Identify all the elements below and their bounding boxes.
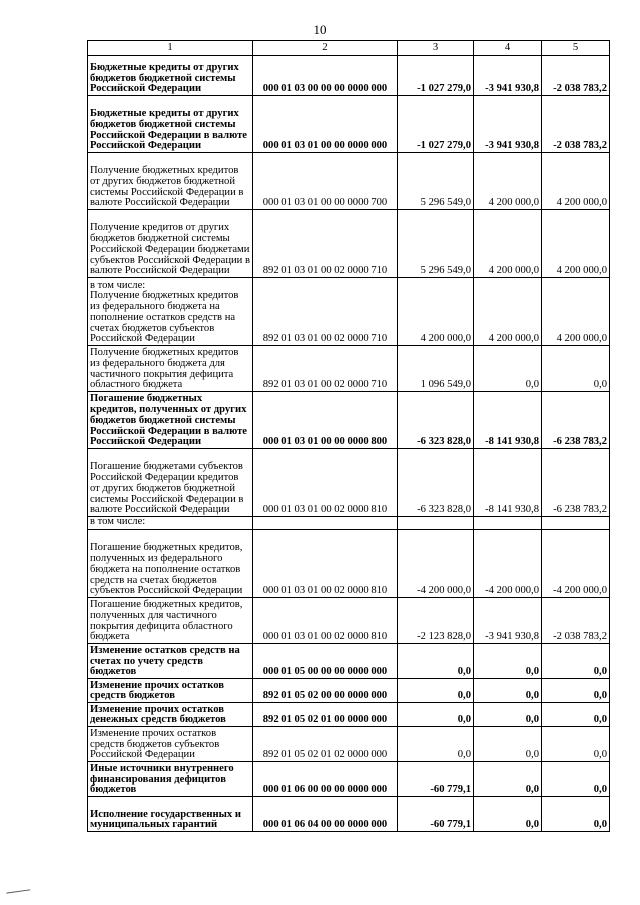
table-row: [88, 797, 610, 832]
value-col-3: -6 323 828,0: [398, 449, 474, 517]
value-col-4: -3 941 930,8: [474, 56, 542, 96]
row-name: в том числе: Получение бюджетных кредитов из федерального бюджета на пополнение остатков средств на счетах бюджетов субъектов Российской Федерации: [88, 278, 253, 346]
value-col-3: 0,0: [398, 703, 474, 727]
value-col-4: 0,0: [474, 762, 542, 797]
row-name: Погашение бюджетных кредитов, полученных от других бюджетов бюджетной системы Российской Федерации в валюте Российской Федерации: [88, 392, 253, 449]
row-code: 892 01 05 02 01 02 0000 000: [253, 727, 398, 762]
column-header-1: 1: [88, 41, 253, 56]
row-code: 892 01 03 01 00 02 0000 710: [253, 210, 398, 278]
value-col-5: 0,0: [542, 727, 610, 762]
row-code: 892 01 05 02 01 00 0000 000: [253, 703, 398, 727]
table-row: [88, 153, 610, 210]
value-col-4: -3 941 930,8: [474, 598, 542, 644]
table-row: [88, 346, 610, 392]
value-col-4: 0,0: [474, 703, 542, 727]
row-code: 892 01 03 01 00 02 0000 710: [253, 346, 398, 392]
value-col-3: -60 779,1: [398, 762, 474, 797]
value-col-3: 5 296 549,0: [398, 210, 474, 278]
row-name: Изменение прочих остатков денежных средств бюджетов: [88, 703, 253, 727]
row-name: Изменение прочих остатков средств бюджетов: [88, 679, 253, 703]
row-code: 000 01 05 00 00 00 0000 000: [253, 644, 398, 679]
row-code: 000 01 06 00 00 00 0000 000: [253, 762, 398, 797]
value-col-4: -8 141 930,8: [474, 449, 542, 517]
value-col-4: 4 200 000,0: [474, 278, 542, 346]
row-name: Изменение прочих остатков средств бюджетов субъектов Российской Федерации: [88, 727, 253, 762]
value-col-3: -1 027 279,0: [398, 96, 474, 153]
row-name: Бюджетные кредиты от других бюджетов бюджетной системы Российской Федерации в валюте Российской Федерации: [88, 96, 253, 153]
row-name: Погашение бюджетами субъектов Российской Федерации кредитов от других бюджетов бюджетной системы Российской Федерации в валюте Российской Федерации: [88, 449, 253, 517]
budget-sources-table: [87, 40, 610, 832]
value-col-5: 4 200 000,0: [542, 210, 610, 278]
row-code: 000 01 03 01 00 00 0000 800: [253, 392, 398, 449]
value-col-4: 0,0: [474, 346, 542, 392]
value-col-5: -2 038 783,2: [542, 96, 610, 153]
table-row: [88, 598, 610, 644]
row-name: Погашение бюджетных кредитов, полученных из федерального бюджета на пополнение остатков средств на счетах бюджетов субъектов Российской Федерации: [88, 530, 253, 598]
row-name: Получение кредитов от других бюджетов бюджетной системы Российской Федерации бюджетами субъектов Российской Федерации в валюте Российской Федерации: [88, 210, 253, 278]
value-col-3: 1 096 549,0: [398, 346, 474, 392]
value-col-5: -4 200 000,0: [542, 530, 610, 598]
value-col-3: -60 779,1: [398, 797, 474, 832]
value-col-3: 0,0: [398, 727, 474, 762]
column-header-5: 5: [542, 41, 610, 56]
table-row: [88, 762, 610, 797]
column-number-row: [88, 41, 610, 56]
table-row: [88, 679, 610, 703]
row-name: Погашение бюджетных кредитов, полученных для частичного покрытия дефицита областного бюджета: [88, 598, 253, 644]
value-col-3: -2 123 828,0: [398, 598, 474, 644]
table-row: [88, 449, 610, 517]
value-col-5: 0,0: [542, 644, 610, 679]
value-col-5: 4 200 000,0: [542, 153, 610, 210]
table-row: [88, 392, 610, 449]
column-header-4: 4: [474, 41, 542, 56]
value-col-4: 0,0: [474, 727, 542, 762]
row-code: 000 01 03 01 00 02 0000 810: [253, 449, 398, 517]
value-col-3: 4 200 000,0: [398, 278, 474, 346]
value-col-3: 0,0: [398, 679, 474, 703]
row-name: в том числе:: [88, 517, 253, 530]
value-col-4: 0,0: [474, 797, 542, 832]
table-row: [88, 727, 610, 762]
page-number: 10: [313, 22, 327, 37]
value-col-3: 5 296 549,0: [398, 153, 474, 210]
scan-artifact: [6, 885, 30, 893]
value-col-4: -4 200 000,0: [474, 530, 542, 598]
table-row: [88, 210, 610, 278]
value-col-4: -3 941 930,8: [474, 96, 542, 153]
value-col-5: 0,0: [542, 762, 610, 797]
value-col-3: -1 027 279,0: [398, 56, 474, 96]
row-code: 892 01 05 02 00 00 0000 000: [253, 679, 398, 703]
column-header-2: 2: [253, 41, 398, 56]
value-col-5: [542, 517, 610, 530]
table-row: [88, 644, 610, 679]
value-col-5: -6 238 783,2: [542, 449, 610, 517]
value-col-4: [474, 517, 542, 530]
table-row: [88, 56, 610, 96]
value-col-5: 4 200 000,0: [542, 278, 610, 346]
value-col-5: -2 038 783,2: [542, 598, 610, 644]
row-code: 000 01 03 01 00 02 0000 810: [253, 530, 398, 598]
row-code: [253, 517, 398, 530]
value-col-5: 0,0: [542, 797, 610, 832]
row-code: 000 01 03 01 00 02 0000 810: [253, 598, 398, 644]
value-col-5: -2 038 783,2: [542, 56, 610, 96]
column-header-3: 3: [398, 41, 474, 56]
value-col-4: 0,0: [474, 679, 542, 703]
value-col-3: 0,0: [398, 644, 474, 679]
value-col-5: 0,0: [542, 346, 610, 392]
value-col-3: -4 200 000,0: [398, 530, 474, 598]
row-code: 000 01 03 01 00 00 0000 000: [253, 96, 398, 153]
row-code: 000 01 03 01 00 00 0000 700: [253, 153, 398, 210]
table-row: [88, 703, 610, 727]
row-name: Иные источники внутреннего финансирования дефицитов бюджетов: [88, 762, 253, 797]
value-col-3: [398, 517, 474, 530]
row-name: Получение бюджетных кредитов от других бюджетов бюджетной системы Российской Федерации в валюте Российской Федерации: [88, 153, 253, 210]
row-name: Исполнение государственных и муниципальных гарантий: [88, 797, 253, 832]
value-col-3: -6 323 828,0: [398, 392, 474, 449]
value-col-5: 0,0: [542, 679, 610, 703]
value-col-4: 4 200 000,0: [474, 153, 542, 210]
row-code: 000 01 03 00 00 00 0000 000: [253, 56, 398, 96]
value-col-5: -6 238 783,2: [542, 392, 610, 449]
table-row: [88, 278, 610, 346]
table-row: [88, 530, 610, 598]
table-subheading-row: [88, 517, 610, 530]
value-col-4: 4 200 000,0: [474, 210, 542, 278]
row-name: Получение бюджетных кредитов из федерального бюджета для частичного покрытия дефицита областного бюджета: [88, 346, 253, 392]
value-col-5: 0,0: [542, 703, 610, 727]
value-col-4: 0,0: [474, 644, 542, 679]
value-col-4: -8 141 930,8: [474, 392, 542, 449]
row-code: 892 01 03 01 00 02 0000 710: [253, 278, 398, 346]
row-code: 000 01 06 04 00 00 0000 000: [253, 797, 398, 832]
table-body: [88, 56, 610, 832]
row-name: Бюджетные кредиты от других бюджетов бюджетной системы Российской Федерации: [88, 56, 253, 96]
row-name: Изменение остатков средств на счетах по учету средств бюджетов: [88, 644, 253, 679]
table-row: [88, 96, 610, 153]
